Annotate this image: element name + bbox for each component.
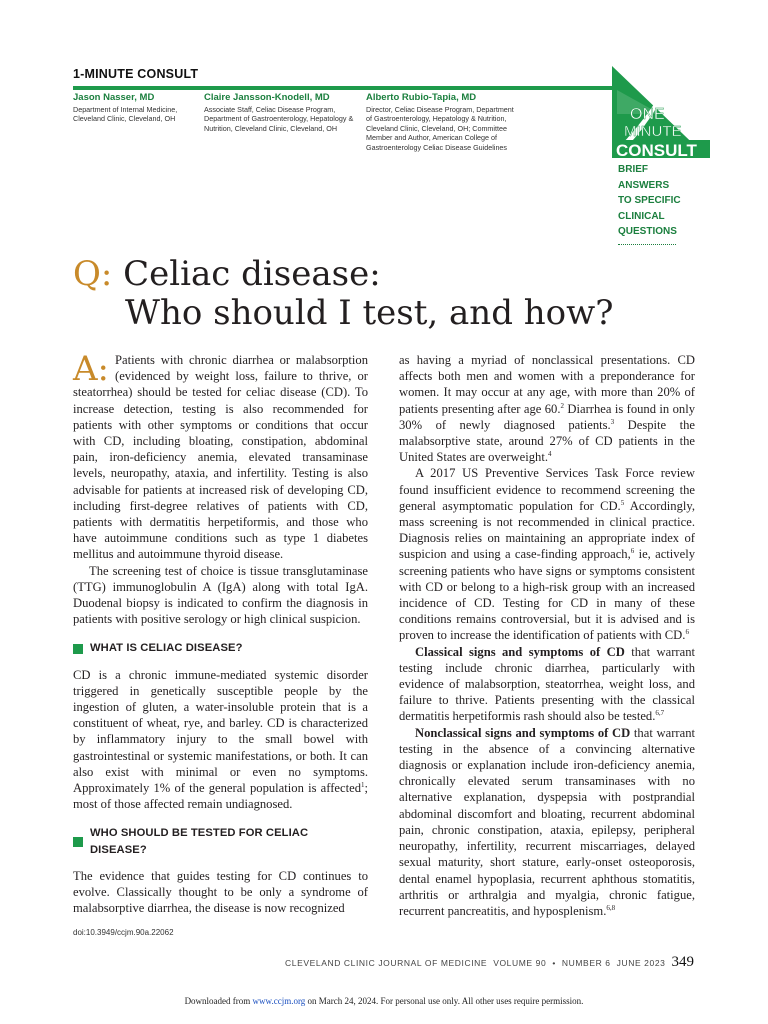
question-title-line-2 (125, 293, 613, 333)
tagline (618, 162, 708, 245)
tagline-line: ANSWERS (618, 179, 670, 191)
page-footer (285, 954, 694, 971)
volume: VOLUME 90 (493, 958, 547, 968)
text: that warrant testing in the absence of a convincing alternative diagnosis or explanation include iron-deficiency anemia, chronically elevated serum transaminases with no alternative explanation, dyspepsia with postprandial abdominal discomfort and bloating, recurrent abdominal pain, chronic constipation, ataxia, epilepsy, peripheral neuropathy, infertility, recurrent miscarriages, delayed sexual maturity, short stature, early-onset osteoporosis, dental enamel hypoplasia, recurrent aphthous stomatitis, arthritis or arthralgia and myalgia, chronic fatigue, recurrent pancreatitis, and hyposplenism. (399, 725, 695, 918)
ccjm-link[interactable]: www.ccjm.org (252, 996, 306, 1006)
author-name: Claire Jansson-Knodell, MD (204, 92, 330, 103)
citation: 4 (547, 450, 552, 459)
bullet: • (552, 958, 556, 968)
header-rule (73, 86, 621, 90)
citation: 3 (610, 417, 615, 426)
right-paragraph-4 (399, 725, 695, 919)
citation: 6,8 (606, 903, 616, 912)
section-heading-who-to-test (73, 825, 368, 857)
download-text: Downloaded from (184, 996, 253, 1006)
text: that warrant testing include chronic diarrhea, particularly with evidence of malabsorption, steatorrhea, weight loss, and failure to thrive. Patients presenting with the classical dermatitis herpetiformis rash should also be tested. (399, 644, 696, 724)
section-label: 1-MINUTE CONSULT (73, 67, 199, 81)
author-affiliation: Department of Internal Medicine, Cleveland Clinic, Cleveland, OH (73, 105, 178, 124)
text: Accordingly, mass screening is not recommended in clinical practice. Diagnosis relies on maintaining an appropriate index of suspicion and using a case-finding approach, (399, 498, 696, 562)
text: Diarrhea is found in only 30% of newly diagnosed patients. (399, 401, 695, 432)
answer-paragraph-1 (73, 349, 368, 563)
bold-lead: Classical signs and symptoms of CD (415, 644, 625, 659)
tagline-line: TO SPECIFIC (618, 195, 681, 206)
question-text-2: Who should I test, and how? (125, 293, 614, 333)
journal-name: CLEVELAND CLINIC JOURNAL OF MEDICINE (285, 958, 488, 968)
issue-date: JUNE 2023 (616, 958, 666, 968)
logo-text-one: ONE (630, 106, 665, 123)
text: A 2017 US Preventive Services Task Force review found insufficient evidence to recommend screening the general asymptomatic population for CD. (399, 466, 695, 513)
bold-lead: Nonclassical signs and symptoms of CD (415, 725, 631, 740)
citation: 2 (560, 401, 564, 410)
text: as having a myriad of nonclassical presentations. CD affects both men and women with a preponderance for women. It may occur at any age, with more than 20% of patients presenting after age 60. (399, 353, 695, 416)
one-minute-consult-logo (608, 64, 712, 166)
author-name: Jason Nasser, MD (73, 92, 155, 103)
tagline-line: BRIEF (618, 164, 648, 175)
green-square-icon (73, 837, 83, 847)
green-square-icon (73, 644, 83, 654)
right-column (399, 352, 695, 919)
citation: 5 (620, 498, 625, 507)
left-column (73, 349, 368, 917)
author-3 (366, 92, 516, 152)
tagline-line: QUESTIONS (618, 226, 677, 237)
download-notice (0, 996, 768, 1006)
section-heading-text: WHO SHOULD BE TESTED FOR CELIAC DISEASE? (90, 827, 309, 856)
logo-text-minute: MINUTE (624, 123, 682, 140)
text: Despite the malabsorptive state, around 27% of CD patients in the United States are overweight. (399, 417, 695, 465)
section-2-paragraph: The evidence that guides testing for CD continues to evolve. Classically thought to be only a syndrome of malabsorptive diarrhea, the disease is now recognized (73, 868, 368, 916)
answer-paragraph-2: The screening test of choice is tissue transglutaminase (TTG) immunoglobulin A (IgA) along with total IgA. Duodenal biopsy is indicated to confirm the diagnosis in patients with positive serology or high clinical suspicion. (73, 563, 368, 627)
answer-label: A: (73, 349, 110, 389)
logo-text-consult: CONSULT (616, 141, 697, 160)
citation: 6,7 (655, 709, 665, 718)
right-paragraph-3 (399, 644, 695, 725)
download-text-end: on March 24, 2024. For personal use only. All other uses require permission. (305, 996, 584, 1006)
doi-reference: doi:10.3949/ccjm.90a.22062 (73, 928, 174, 937)
tagline-dotted-rule (618, 244, 676, 245)
issue-number: NUMBER 6 (561, 958, 611, 968)
answer-text-1: Patients with chronic diarrhea or malabsorption (evidenced by weight loss, failure to thrive, or steatorrhea) should be tested for celiac disease (CD). To increase detection, testing is also recommended for patients with other symptoms or conditions that occur with CD, including bloating, constipation, abdominal pain, iron-deficiency anemia, elevated transaminase levels, neuropathy, ataxia, and infertility. Testing is also advisable for patients at increased risk of developing CD, including first-degree relatives of patients with CD, patients with dermatitis herpetiformis, and those who have autoimmune conditions such as type 1 diabetes mellitus and autoimmune thyroid disease. (73, 353, 368, 562)
question-title-line-1 (73, 254, 381, 294)
right-paragraph-1 (399, 352, 695, 465)
text: ie, actively screening patients who have signs or symptoms consistent with CD or belong to a high-risk group with an increased incidence of CD. Testing for CD in many of these conditions remains controversial, but it is advised and is proven to increase the identification of patients with CD. (399, 547, 695, 643)
section-1-paragraph (73, 667, 368, 813)
citation: 1 (361, 780, 365, 789)
question-text-1: Celiac disease: (123, 254, 381, 294)
author-1 (73, 92, 198, 124)
section-1-text: CD is a chronic immune-mediated systemic disorder triggered in genetically susceptible people by the ingestion of gluten, a water-insoluble protein that is a constituent of wheat, rye, and barley. CD is characterized by inflammatory injury to the small bowel with gastrointestinal or systemic manifestations, or both. It can also exist with minimal or even no symptoms. Approximately 1% of the general population is affected (73, 667, 368, 796)
section-heading-what-is-cd (73, 640, 368, 656)
author-2 (204, 92, 359, 133)
citation: 6 (630, 547, 635, 556)
author-affiliation: Director, Celiac Disease Program, Department of Gastroenterology, Hepatology & Nutrition, Cleveland Clinic, Cleveland, OH; Committee Member and Author, American College of Gastroenterology Celiac Disease Guidelines (366, 105, 514, 152)
author-name: Alberto Rubio-Tapia, MD (366, 92, 477, 103)
page-number: 349 (671, 954, 694, 970)
question-label: Q: (73, 254, 113, 294)
tagline-line: CLINICAL (618, 210, 665, 222)
author-affiliation: Associate Staff, Celiac Disease Program, Department of Gastroenterology, Hepatology & Nutrition, Cleveland Clinic, Cleveland, OH (204, 105, 354, 133)
right-paragraph-2 (399, 465, 695, 643)
section-heading-text: WHAT IS CELIAC DISEASE? (90, 642, 243, 655)
citation: 6 (685, 628, 689, 637)
section-1-text-end: ; most of those affected remain undiagnosed. (73, 781, 368, 812)
